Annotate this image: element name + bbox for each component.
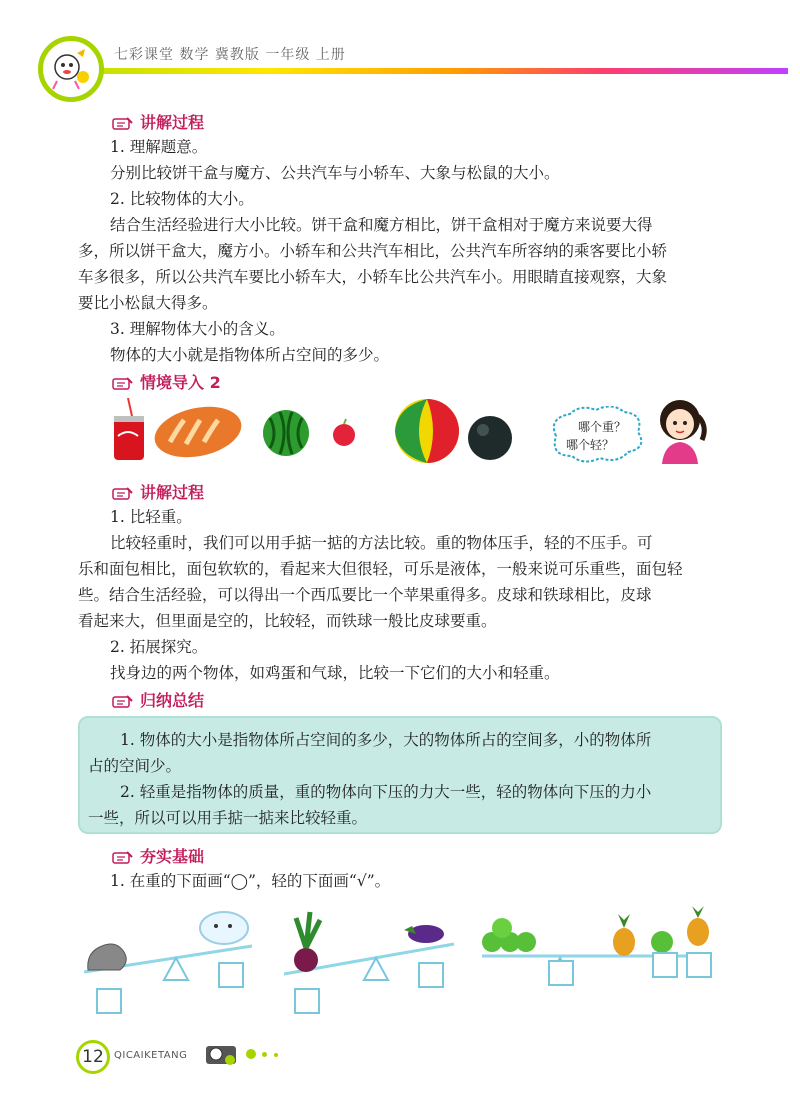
- text-line: 2. 拓展探究。: [110, 638, 208, 656]
- pencil-heading-icon: [112, 695, 134, 709]
- section-heading-summary: [112, 688, 204, 711]
- answer-box[interactable]: [418, 962, 444, 988]
- header-logo-circle: [38, 36, 104, 102]
- text-line: 结合生活经验进行大小比较。饼干盒和魔方相比，饼干盒相对于魔方来说要大得: [110, 216, 653, 234]
- text-line: 3. 理解物体大小的含义。: [110, 320, 285, 338]
- text-line: 乐和面包相比，面包软软的，看起来大但很轻，可乐是液体，一般来说可乐重些，面包轻: [78, 560, 683, 578]
- summary-line: 2. 轻重是指物体的质量，重的物体向下压的力大一些，轻的物体向下压的力小: [120, 783, 652, 801]
- header-title: 七彩课堂 数学 冀教版 一年级 上册: [114, 47, 346, 63]
- girl-icon: [652, 398, 710, 464]
- green-apples-icon: [482, 918, 536, 952]
- pencil-heading-icon: [112, 117, 134, 131]
- section-heading-text: 情境导入 2: [140, 373, 221, 392]
- text-line: 分别比较饼干盒与魔方、公共汽车与小轿车、大象与松鼠的大小。: [110, 164, 560, 182]
- section-heading-basics: [112, 844, 204, 867]
- summary-line: 1. 物体的大小是指物体所占空间的多少，大的物体所占的空间多，小的物体所: [120, 731, 652, 749]
- mascot-icon: [43, 41, 99, 97]
- pencil-heading-icon: [112, 377, 134, 391]
- section-heading-explain-2: [112, 480, 204, 503]
- bubble-line-2: 哪个轻？: [566, 438, 615, 452]
- footer-mascot-icon: [204, 1040, 244, 1070]
- rock-icon: [88, 944, 126, 970]
- bread-icon: [152, 402, 244, 460]
- cola-icon: [110, 398, 152, 462]
- text-line: 物体的大小就是指物体所占空间的多少。: [110, 346, 390, 364]
- section-heading-text: 讲解过程: [140, 483, 205, 502]
- text-line: 多，所以饼干盒大，魔方小。小轿车和公共汽车相比，公共汽车所容纳的乘客要比小轿: [78, 242, 668, 260]
- answer-box[interactable]: [686, 952, 712, 978]
- section-heading-explain-1: [112, 110, 204, 133]
- summary-line: 占的空间少。: [88, 757, 182, 775]
- eggplant-icon: [404, 925, 444, 943]
- text-line: 看起来大，但里面是空的，比较轻，而铁球一般比皮球要重。: [78, 612, 497, 630]
- page-number: 12: [76, 1040, 110, 1074]
- text-line: 些。结合生活经验，可以得出一个西瓜要比一个苹果重得多。皮球和铁球相比，皮球: [78, 586, 652, 604]
- cloud-icon: [200, 912, 248, 944]
- answer-box[interactable]: [652, 952, 678, 978]
- answer-box[interactable]: [294, 988, 320, 1014]
- answer-box[interactable]: [96, 988, 122, 1014]
- text-line: 找身边的两个物体，如鸡蛋和气球，比较一下它们的大小和轻重。: [110, 664, 560, 682]
- section-heading-text: 讲解过程: [140, 113, 205, 132]
- header-rainbow-bar: [48, 68, 788, 74]
- text-line: 2. 比较物体的大小。: [110, 190, 254, 208]
- ball-icon: [392, 398, 462, 464]
- balance-apples-pineapples: [478, 904, 718, 974]
- question-text: 1. 在重的下面画“◯”，轻的下面画“√”。: [110, 872, 391, 890]
- text-line: 1. 理解题意。: [110, 138, 208, 156]
- section-heading-text: 夯实基础: [140, 847, 205, 866]
- footer-dot: [246, 1049, 256, 1059]
- beet-icon: [294, 912, 320, 972]
- pencil-heading-icon: [112, 487, 134, 501]
- text-line: 1. 比轻重。: [110, 508, 192, 526]
- iron-ball-icon: [466, 414, 514, 462]
- pencil-heading-icon: [112, 851, 134, 865]
- text-line: 比较轻重时，我们可以用手掂一掂的方法比较。重的物体压手，轻的不压手。可: [110, 534, 653, 552]
- answer-box[interactable]: [218, 962, 244, 988]
- answer-box[interactable]: [548, 960, 574, 986]
- section-heading-scenario-2: [112, 370, 221, 393]
- watermelon-icon: [260, 408, 312, 458]
- section-heading-text: 归纳总结: [140, 691, 205, 710]
- summary-line: 一些，所以可以用手掂一掂来比较轻重。: [88, 809, 368, 827]
- apple-icon: [330, 418, 358, 448]
- footer-dot: [274, 1053, 278, 1057]
- bubble-line-1: 哪个重？: [578, 420, 627, 434]
- footer-brand: QICAIKETANG: [114, 1050, 188, 1061]
- text-line: 要比小松鼠大得多。: [78, 294, 218, 312]
- text-line: 车多很多，所以公共汽车要比小轿车大，小轿车比公共汽车小。用眼睛直接观察，大象: [78, 268, 668, 286]
- footer-dot: [262, 1052, 267, 1057]
- pineapple-icon: [613, 906, 709, 956]
